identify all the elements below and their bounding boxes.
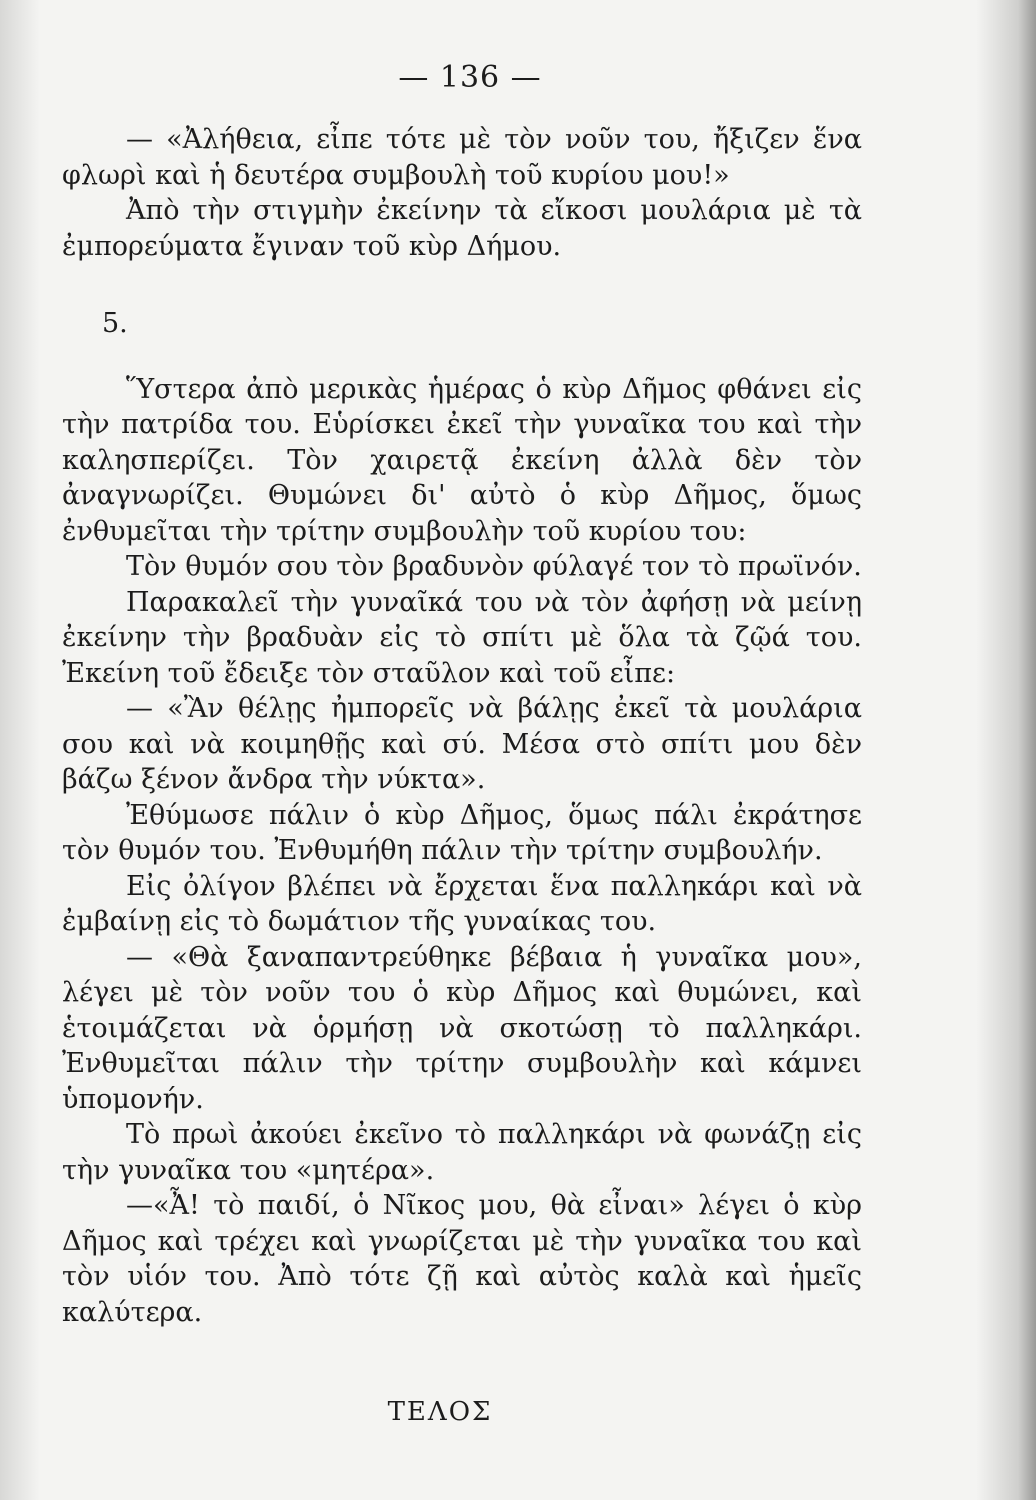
paragraph: Ἀπὸ τὴν στιγμὴν ἐκείνην τὰ εἴκοσι μουλάρια μὲ τὰ ἐμπορεύματα ἔγιναν τοῦ κὺρ Δήμου. [62,195,862,262]
page-gutter-shadow [0,0,40,1500]
paragraph: — «Ἂν θέλῃς ἠμπορεῖς νὰ βάλῃς ἐκεῖ τὰ μουλάρια σου καὶ νὰ κοιμηθῇς καὶ σύ. Μέσα στὸ σπίτι μου δὲν βάζω ξένον ἄνδρα τὴν νύκτα». [62,693,862,795]
section-number: 5. [102,308,128,339]
paragraph: Ὕστερα ἀπὸ μερικὰς ἡμέρας ὁ κὺρ Δῆμος φθάνει εἰς τὴν πατρίδα του. Εὑρίσκει ἐκεῖ τὴν γυναῖκα του καὶ τὴν καλησπερίζει. Τὸν χαιρετᾷ ἐκείνη ἀλλὰ δὲν τὸν ἀναγνωρίζει. Θυμώνει δι' αὐτὸ ὁ κὺρ Δῆμος, ὅμως ἐνθυμεῖται τὴν τρίτην συμβουλὴν τοῦ κυρίου του: [62,373,862,547]
paragraph: — «Θὰ ξαναπαντρεύθηκε βέβαια ἡ γυναῖκα μου», λέγει μὲ τὸν νοῦν του ὁ κὺρ Δῆμος καὶ θυμώνει, καὶ ἑτοιμάζεται νὰ ὁρμήσῃ νὰ σκοτώσῃ τὸ παλληκάρι. Ἐνθυμεῖται πάλιν τὴν τρίτην συμβουλὴν καὶ κάμνει ὑπομονήν. [62,941,862,1115]
paragraph: Εἰς ὀλίγον βλέπει νὰ ἔρχεται ἕνα παλληκάρι καὶ νὰ ἐμβαίνῃ εἰς τὸ δωμάτιον τῆς γυναίκας του. [62,870,862,937]
paragraph: Παρακαλεῖ τὴν γυναῖκά του νὰ τὸν ἀφήσῃ νὰ μείνῃ ἐκείνην τὴν βραδυὰν εἰς τὸ σπίτι μὲ ὅλα τὰ ζῷά του. Ἐκείνη τοῦ ἔδειξε τὸν σταῦλον καὶ τοῦ εἶπε: [62,586,862,689]
page-edge-shadow [976,0,1036,1500]
end-marker: ΤΕΛΟΣ [387,1397,493,1427]
page-number: — 136 — [398,60,542,95]
paragraph: Ἐθύμωσε πάλιν ὁ κὺρ Δῆμος, ὅμως πάλι ἐκράτησε τὸν θυμόν του. Ἐνθυμήθη πάλιν τὴν τρίτην συμβουλήν. [62,799,862,866]
paragraph: — «Ἀλήθεια, εἶπε τότε μὲ τὸν νοῦν του, ἤξιζεν ἕνα φλωρὶ καὶ ἡ δευτέρα συμβουλὴ τοῦ κυρίου μου!» [62,124,862,191]
paragraph: —«Ἆ! τὸ παιδί, ὁ Νῖκος μου, θὰ εἶναι» λέγει ὁ κὺρ Δῆμος καὶ τρέχει καὶ γνωρίζεται μὲ τὴν γυναῖκα του καὶ τὸν υἱόν του. Ἀπὸ τότε ζῇ καὶ αὐτὸς καλὰ καὶ ἡμεῖς καλύτερα. [62,1190,862,1328]
body-text [62,122,862,1330]
paragraph: Τὸ πρωὶ ἀκούει ἐκεῖνο τὸ παλληκάρι νὰ φωνάζῃ εἰς τὴν γυναῖκα του «μητέρα». [62,1119,862,1186]
paragraph: Τὸν θυμόν σου τὸν βραδυνὸν φύλαγέ τον τὸ πρωϊνόν. [126,551,862,582]
